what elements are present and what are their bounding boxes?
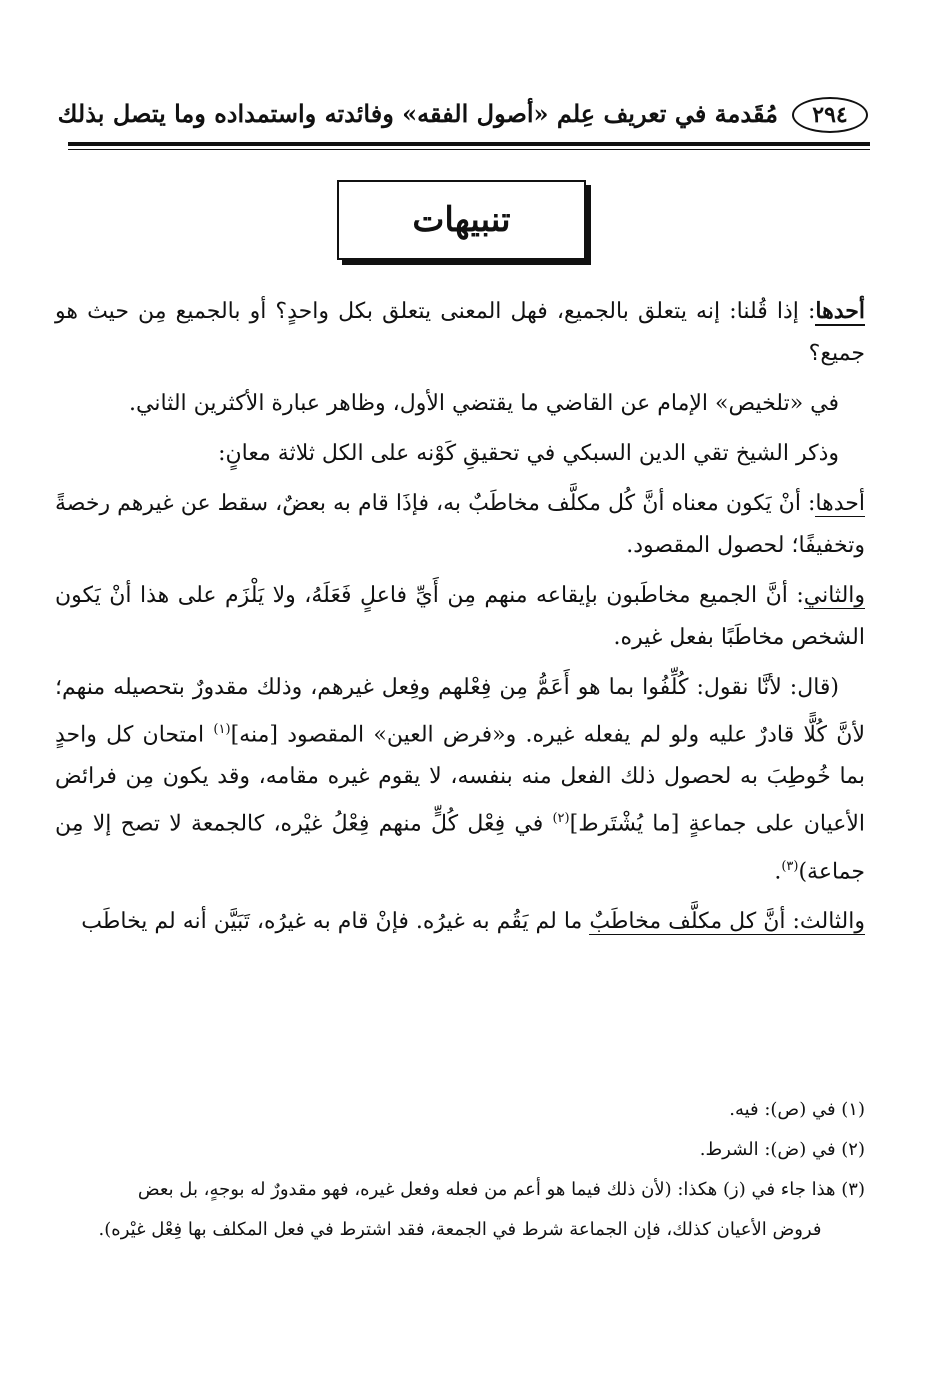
paragraph-text: : أنْ يَكون معناه أنَّ كُل مكلَّف مخاطَبٌ به، فإذَا قام به بعضٌ، سقط عن غيرهم رخصةً وتخفيفًا؛ لحصول المقصود. xyxy=(55,491,865,558)
paragraph-1 xyxy=(55,290,865,375)
footnotes xyxy=(55,1092,865,1248)
paragraph-3 xyxy=(55,433,865,475)
section-title-box xyxy=(337,180,586,260)
main-text xyxy=(55,290,865,951)
paragraph-lead: أحدها xyxy=(815,298,865,324)
footnote-3-continuation: فروض الأعيان كذلك، فإن الجماعة شرط في الجمعة، فقد اشترط في فعل المكلف بها فِعْل غيْره). xyxy=(98,1219,822,1240)
header-rule-thin xyxy=(68,149,870,150)
paragraph-4 xyxy=(55,483,865,567)
paragraph-lead: والثالث xyxy=(799,908,865,934)
paragraph-text: (قال: لأنَّا نقول: كُلِّفُوا بما هو أَعَمُّ مِن فِعْلهم وفِعل غيرهم، وذلك مقدورٌ بتحصيله منهم؛ لأنَّ كُلًّا قادرٌ عليه ولو لم يفعله غيره. و«فرض العين» المقصود [منه] xyxy=(55,675,865,748)
header-rule-thick xyxy=(68,142,870,146)
paragraph-lead: والثاني xyxy=(803,583,866,608)
footnote-1: (١) في (ص): فيه. xyxy=(729,1099,865,1120)
footnote-2: (٢) في (ض): الشرط. xyxy=(699,1139,865,1160)
footnote-ref-2: (٢) xyxy=(552,811,570,827)
footnote-ref-3: (٣) xyxy=(781,858,799,874)
running-title: مُقَدمة في تعريف عِلم «أصول الفقه» وفائدته واستمداده وما يتصل بذلك xyxy=(57,99,778,128)
paragraph-text: : أنَّ كل مكلَّف مخاطَبٌ xyxy=(589,908,800,934)
paragraph-text: امتحان كل واحدٍ بما خُوطِبَ به لحصول ذلك الفعل منه بنفسه، لا يقوم غيره مقامه، وقد يكون مِن فرائض الأعيان على جماعةٍ [ما يُشْتَرط] xyxy=(55,722,865,837)
paragraph-lead: أحدها xyxy=(815,491,865,516)
footnote-3: (٣) هذا جاء في (ز) هكذا: (لأن ذلك فيما هو أعم من فعله وفعل غيره، فهو مقدورٌ له بوجهٍ، بل بعض xyxy=(137,1179,865,1200)
paragraph-text: في فِعْل كُلٍّ منهم فِعْلُ غيْره، كالجمعة لا تصح إلا مِن جماعة) xyxy=(55,811,865,884)
paragraph-2 xyxy=(55,383,865,425)
paragraph-7 xyxy=(55,901,865,943)
section-title: تنبيهات xyxy=(412,200,511,240)
paragraph-text: : أنَّ الجميع مخاطَبون بإيقاعه منهم مِن أَيِّ فاعلٍ فَعَلَهُ، ولا يَلْزَم على هذا أنْ يَكون الشخص مخاطَبًا بفعل غيره. xyxy=(55,583,865,650)
paragraph-text: ما لم يَقُم به غيرُه. فإنْ قام به غيرُه، تَبَيَّن أنه لم يخاطَب xyxy=(81,908,590,934)
paragraph-text: في «تلخيص» الإمام عن القاضي ما يقتضي الأول، وظاهر عبارة الأكثرين الثاني. xyxy=(129,391,839,416)
paragraph-text: وذكر الشيخ تقي الدين السبكي في تحقيقِ كَوْنه على الكل ثلاثة معانٍ: xyxy=(218,441,839,466)
paragraph-text: . xyxy=(774,858,782,884)
paragraph-5 xyxy=(55,575,865,659)
footnote-ref-1: (١) xyxy=(213,722,231,737)
paragraph-text: : إذا قُلنا: إنه يتعلق بالجميع، فهل المعنى يتعلق بكل واحدٍ؟ أو بالجميع مِن حيث هو جميع؟ xyxy=(55,299,865,366)
paragraph-6 xyxy=(55,667,865,893)
page-header xyxy=(57,95,868,135)
page-number: ٢٩٤ xyxy=(792,97,868,133)
